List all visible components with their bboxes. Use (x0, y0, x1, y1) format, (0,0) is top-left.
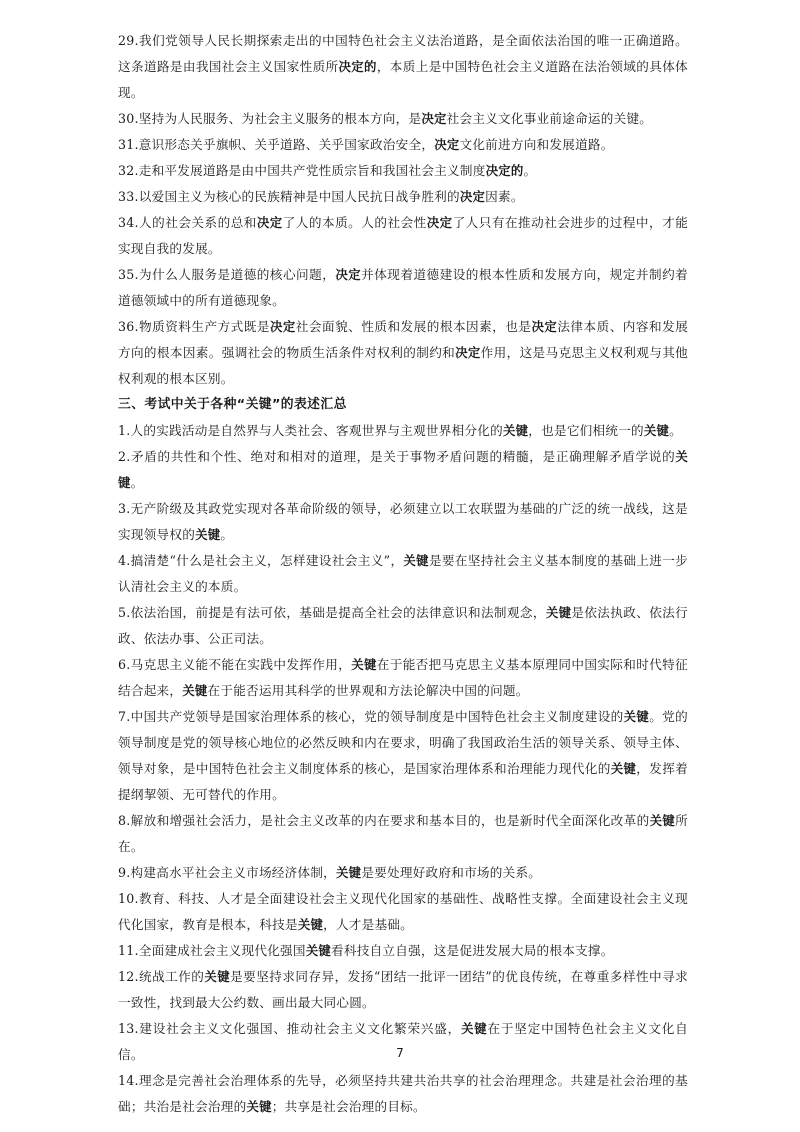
text-run: 31.意识形态关乎旗帜、关乎道路、关乎国家政治安全， (118, 137, 435, 152)
text-run: 4.搞清楚“什么是社会主义，怎样建设社会主义”， (118, 553, 404, 568)
text-run: 11.全面建成社会主义现代化强国 (118, 943, 306, 958)
keyword-emphasis: 关键 (610, 761, 637, 776)
list-item (118, 600, 688, 652)
list-item (118, 964, 688, 1016)
text-run: 32.走和平发展道路是由中国共产党性质宗旨和我国社会主义制度 (118, 163, 486, 178)
list-item (118, 548, 688, 600)
text-run: 3.无产阶级及其政党实现对各革命阶级的领导，必须建立以工农联盟为基础的广泛的统一战线，这是实现领导权的 (118, 501, 688, 542)
text-run: 7.中国共产党领导是国家治理体系的核心，党的领导制度是中国特色社会主义制度建设的 (118, 709, 624, 724)
text-run: 6.马克思主义能不能在实践中发挥作用， (118, 657, 352, 672)
text-run: 1.人的实践活动是自然界与人类社会、客观世界与主观世界相分化的 (118, 423, 503, 438)
keyword-emphasis: 决定 (426, 215, 453, 230)
text-run: 33.以爱国主义为核心的民族精神是中国人民抗日战争胜利的 (118, 189, 460, 204)
list-item (118, 28, 688, 106)
text-run: 5.依法治国，前提是有法可依，基础是提高全社会的法律意识和法制观念， (118, 605, 546, 620)
keyword-emphasis: 关键 (246, 1099, 272, 1114)
keyword-emphasis: 决定的 (338, 59, 377, 74)
list-item (118, 132, 688, 158)
keyword-emphasis: 关键 (297, 917, 324, 932)
list-item (118, 262, 688, 314)
text-run: 法律本质、内容和发展方向的根本因素。强调社会的物质生活条件对权利的制约和 (118, 319, 689, 360)
text-run: 并体现着道德建设的根本性质和发展方向，规定并制约着道德领域中的所有道德现象。 (118, 267, 689, 308)
list-item (118, 1016, 688, 1068)
text-run: 了人只有在推动社会进步的过程中，才能实现自我的发展。 (118, 215, 689, 256)
list-item (118, 158, 688, 184)
text-run: 。党的领导制度是党的领导核心地位的必然反映和内在要求，明确了我国政治生活的领导关系、领导主体、领导对象，是中国特色社会主义制度体系的核心，是国家治理体系和治理能力现代化的 (118, 709, 688, 776)
text-run: 作用，这是马克思主义权利观与其他权利观的根本区别。 (118, 345, 689, 386)
section-heading: 三、考试中关于各种“关键”的表述汇总 (118, 397, 347, 412)
keyword-emphasis: 关键 (643, 423, 670, 438)
text-run: 在于坚定中国特色社会主义文化自信。 (118, 1021, 689, 1062)
keyword-emphasis: 关键 (461, 1021, 488, 1036)
text-run: 35.为什么人服务是道德的核心问题， (118, 267, 336, 282)
keyword-emphasis: 关键 (623, 709, 650, 724)
text-run: 是要坚持求同存异，发扬“团结一批评一团结”的优良传统，在尊重多样性中寻求一致性，找到最大公约数、画出最大同心圆。 (118, 969, 688, 1010)
key-items-list (118, 418, 688, 1120)
text-run: 是要处理好政府和市场的关系。 (361, 865, 542, 880)
list-item (118, 860, 688, 886)
list-item (118, 704, 688, 808)
text-run: 36.物质资料生产方式既是 (118, 319, 270, 334)
text-run: 。 (669, 423, 682, 438)
text-run: 30.坚持为人民服务、为社会主义服务的根本方向，是 (118, 111, 422, 126)
list-item (118, 1068, 688, 1120)
keyword-emphasis: 决定 (531, 319, 558, 334)
text-run: 是要在坚持社会主义基本制度的基础上进一步认清社会主义的本质。 (118, 553, 688, 594)
text-run: 在于能否把马克思主义基本原理同中国实际和时代特征结合起来， (118, 657, 688, 698)
text-run: 。 (220, 527, 234, 542)
text-run: 29.我们党领导人民长期探索走出的中国特色社会主义法治道路，是全面依法治国的唯一正确道路。这条道路是由我国社会主义国家性质所 (118, 33, 688, 74)
page-content (118, 28, 688, 1120)
keyword-emphasis: 关键 (649, 813, 676, 828)
keyword-emphasis: 关键 (182, 683, 208, 698)
keyword-emphasis: 关键 (204, 969, 231, 984)
text-run: 社会主义文化事业前途命运的关键。 (446, 111, 653, 126)
text-run: 文化前进方向和发展道路。 (459, 137, 614, 152)
keyword-emphasis: 决定 (256, 215, 283, 230)
text-run: 因素。 (485, 189, 524, 204)
keyword-emphasis: 关键 (503, 423, 529, 438)
text-run: 34.人的社会关系的总和 (118, 215, 257, 230)
keyword-emphasis: 关键 (305, 943, 332, 958)
list-item (118, 184, 688, 210)
keyword-emphasis: 决定 (434, 137, 460, 152)
keyword-emphasis: 关键 (195, 527, 221, 542)
text-run: 所在。 (118, 813, 688, 854)
text-run: 。 (130, 475, 144, 490)
list-item (118, 496, 688, 548)
list-item (118, 652, 688, 704)
text-run: ，也是它们相统一的 (528, 423, 644, 438)
text-run: 社会面貌、性质和发展的根本因素，也是 (295, 319, 532, 334)
text-run: ；共享是社会治理的目标。 (271, 1099, 426, 1114)
list-item (118, 886, 688, 938)
text-run: ，本质上是中国特色社会主义道路在法治领域的具体体现。 (118, 59, 689, 100)
list-item (118, 444, 688, 496)
text-run: ，发挥着提纲挈领、无可替代的作用。 (118, 761, 689, 802)
text-run: 了人的本质。人的社会性 (282, 215, 427, 230)
text-run: 13.建设社会主义文化强国、推动社会主义文化繁荣兴盛， (118, 1021, 462, 1036)
keyword-emphasis: 决定 (270, 319, 296, 334)
text-run: 看科技自立自强，这是促进发展大局的根本支撑。 (331, 943, 614, 958)
list-item (118, 106, 688, 132)
list-item (118, 938, 688, 964)
list-item (118, 808, 688, 860)
text-run: 9.构建高水平社会主义市场经济体制， (118, 865, 337, 880)
keyword-emphasis: 决定 (459, 189, 486, 204)
decision-items-list (118, 28, 688, 392)
keyword-emphasis: 关键 (545, 605, 572, 620)
keyword-emphasis: 决定 (455, 345, 481, 360)
keyword-emphasis: 决定 (335, 267, 362, 282)
list-item (118, 314, 688, 392)
text-run: ，人才是基础。 (323, 917, 413, 932)
text-run: 10.教育、科技、人才是全面建设社会主义现代化国家的基础性、战略性支撑。全面建设社会主义现代化国家，教育是根本，科技是 (118, 891, 688, 932)
text-run: 。 (523, 163, 537, 178)
keyword-emphasis: 关键 (351, 657, 377, 672)
keyword-emphasis: 决定 (421, 111, 447, 126)
text-run: 8.解放和增强社会活力，是社会主义改革的内在要求和基本目的，也是新时代全面深化改革的 (118, 813, 650, 828)
text-run: 是依法执政、依法行政、依法办事、公正司法。 (118, 605, 688, 646)
keyword-emphasis: 关键 (118, 449, 688, 490)
text-run: 12.统战工作的 (118, 969, 205, 984)
text-run: 2.矛盾的共性和个性、绝对和相对的道理，是关于事物矛盾问题的精髓，是正确理解矛盾学说的 (118, 449, 676, 464)
text-run: 在于能否运用其科学的世界观和方法论解决中国的问题。 (207, 683, 529, 698)
text-run: 14.理念是完善社会治理体系的先导，必须坚持共建共治共享的社会治理理念。共建是社会治理的基础；共治是社会治理的 (118, 1073, 688, 1114)
keyword-emphasis: 关键 (403, 553, 429, 568)
page-number: 7 (396, 1046, 404, 1060)
keyword-emphasis: 关键 (336, 865, 362, 880)
list-item (118, 210, 688, 262)
list-item (118, 418, 688, 444)
keyword-emphasis: 决定的 (485, 163, 524, 178)
